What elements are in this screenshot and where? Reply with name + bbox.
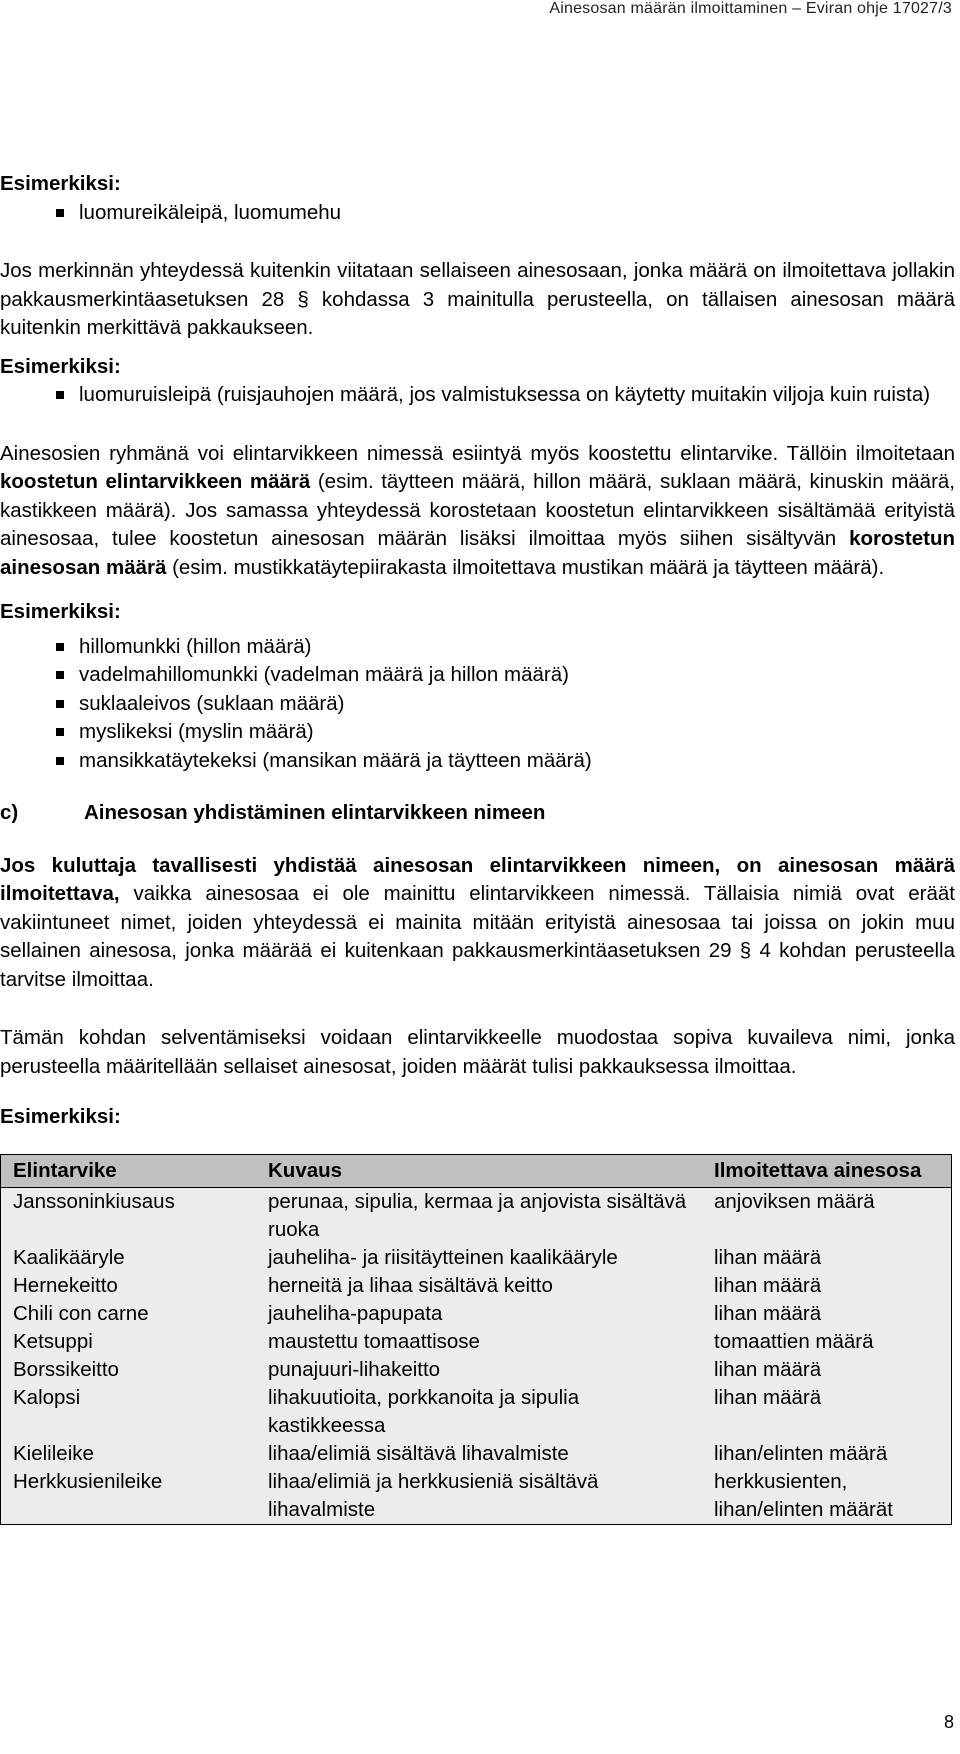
- table-row: [1, 1468, 952, 1525]
- cell-food: Janssoninkiusaus: [1, 1187, 257, 1244]
- list-item: suklaaleivos (suklaan määrä): [0, 690, 955, 719]
- cell-food: Kaalikääryle: [1, 1244, 257, 1272]
- cell-ingredient: lihan määrä: [702, 1244, 952, 1272]
- table-body: [1, 1187, 952, 1524]
- table-row: [1, 1440, 952, 1468]
- cell-food: Kielileike: [1, 1440, 257, 1468]
- table-row: [1, 1244, 952, 1272]
- table-header-row: [1, 1154, 952, 1187]
- cell-description: herneitä ja lihaa sisältävä keitto: [256, 1272, 702, 1300]
- example-label-1: Esimerkiksi:: [0, 172, 121, 195]
- cell-food: Hernekeitto: [1, 1272, 257, 1300]
- paragraph-2-bold-1: koostetun elintarvikkeen määrä: [0, 470, 311, 493]
- section-letter: c): [0, 801, 19, 824]
- cell-ingredient: lihan määrä: [702, 1384, 952, 1440]
- cell-food: Borssikeitto: [1, 1356, 257, 1384]
- section-heading-c: [0, 799, 955, 828]
- example-label-2: Esimerkiksi:: [0, 354, 121, 378]
- column-header-food: Elintarvike: [1, 1154, 257, 1187]
- column-header-description: Kuvaus: [256, 1154, 702, 1187]
- example-list-1: [0, 199, 955, 228]
- ingredient-table: [0, 1154, 952, 1525]
- cell-description: jauheliha- ja riisitäytteinen kaalikääryle: [256, 1244, 702, 1272]
- list-item: myslikeksi (myslin määrä): [0, 718, 955, 747]
- cell-ingredient: lihan määrä: [702, 1356, 952, 1384]
- cell-description: perunaa, sipulia, kermaa ja anjovista sisältävä ruoka: [256, 1187, 702, 1244]
- paragraph-4: Tämän kohdan selventämiseksi voidaan elintarvikkeelle muodostaa sopiva kuvaileva nimi, jonka perusteella määritellään sellaiset ainesosat, joiden määrät tulisi pakkauksessa ilmoittaa.: [0, 1026, 955, 1078]
- paragraph-3-bold: Jos kuluttaja tavallisesti yhdistää ainesosan elintarvikkeen nimeen, on ainesosan määrä ilmoitettava,: [0, 853, 955, 905]
- cell-description: lihaa/elimiä ja herkkusieniä sisältävä lihavalmiste: [256, 1468, 702, 1525]
- cell-ingredient: lihan/elinten määrä: [702, 1440, 952, 1468]
- section-title: Ainesosan yhdistäminen elintarvikkeen nimeen: [84, 801, 546, 824]
- paragraph-2-text-2: (esim. täytteen määrä, hillon määrä, suklaan määrä, kinuskin määrä, kastikkeen määrä). Jos samassa yhteydessä korostetaan koostetun elintarvikkeen sisältämää erityistä ainesosaa, tulee koostetun ainesosan määrän lisäksi ilmoittaa myös siihen sisältyvän: [0, 470, 955, 550]
- list-item: vadelmahillomunkki (vadelman määrä ja hillon määrä): [0, 661, 955, 690]
- paragraph-2: [0, 440, 955, 583]
- list-item: mansikkatäytekeksi (mansikan määrä ja täytteen määrä): [0, 747, 955, 776]
- table-row: [1, 1187, 952, 1244]
- example-list-2: [0, 381, 955, 410]
- paragraph-2-bold-2: korostetun ainesosan määrä: [0, 527, 955, 579]
- cell-description: punajuuri-lihakeitto: [256, 1356, 702, 1384]
- paragraph-2-text-3: (esim. mustikkatäytepiirakasta ilmoitettava mustikan määrä ja täytteen määrä).: [166, 555, 885, 579]
- list-item: hillomunkki (hillon määrä): [0, 633, 955, 662]
- table-row: [1, 1300, 952, 1328]
- list-item: luomureikäleipä, luomumehu: [0, 199, 955, 228]
- cell-food: Ketsuppi: [1, 1328, 257, 1356]
- page-content: [0, 170, 955, 1525]
- cell-ingredient: herkkusienten, lihan/elinten määrät: [702, 1468, 952, 1525]
- cell-food: Herkkusienileike: [1, 1468, 257, 1525]
- example-label-3: Esimerkiksi:: [0, 600, 121, 623]
- table-row: [1, 1356, 952, 1384]
- example-list-3: [0, 633, 955, 776]
- cell-description: maustettu tomaattisose: [256, 1328, 702, 1356]
- example-label-4: Esimerkiksi:: [0, 1105, 121, 1128]
- cell-description: lihaa/elimiä sisältävä lihavalmiste: [256, 1440, 702, 1468]
- cell-description: lihakuutioita, porkkanoita ja sipulia kastikkeessa: [256, 1384, 702, 1440]
- page-number: 8: [943, 1712, 954, 1732]
- table-row: [1, 1272, 952, 1300]
- cell-ingredient: tomaattien määrä: [702, 1328, 952, 1356]
- list-item: luomuruisleipä (ruisjauhojen määrä, jos valmistuksessa on käytetty muitakin viljoja kuin ruista): [0, 381, 955, 410]
- paragraph-3-text: vaikka ainesosaa ei ole mainittu elintarvikkeen nimessä. Tällaisia nimiä ovat eräät vakiintuneet nimet, joiden yhteydessä ei mainita mitään erityistä ainesosaa tai joissa on jokin muu sellainen ainesosa, jonka määrää ei kuitenkaan pakkausmerkintäasetuksen 29 § 4 kohdan perusteella tarvitse ilmoittaa.: [0, 882, 955, 991]
- column-header-ingredient: Ilmoitettava ainesosa: [702, 1154, 952, 1187]
- cell-description: jauheliha-papupata: [256, 1300, 702, 1328]
- paragraph-2-text-1: Ainesosien ryhmänä voi elintarvikkeen nimessä esiintyä myös koostettu elintarvike. Tällöin ilmoitetaan: [0, 441, 955, 465]
- cell-food: Kalopsi: [1, 1384, 257, 1440]
- cell-ingredient: anjoviksen määrä: [702, 1187, 952, 1244]
- cell-ingredient: lihan määrä: [702, 1272, 952, 1300]
- table-row: [1, 1328, 952, 1356]
- table-row: [1, 1384, 952, 1440]
- running-header: Ainesosan määrän ilmoittaminen – Eviran ohje 17027/3: [549, 0, 952, 17]
- paragraph-1: Jos merkinnän yhteydessä kuitenkin viitataan sellaiseen ainesosaan, jonka määrä on ilmoitettava jollakin pakkausmerkintäasetuksen 28 § kohdassa 3 mainitulla perusteella, on tällaisen ainesosan määrä kuitenkin merkittävä pakkaukseen.: [0, 259, 955, 339]
- cell-ingredient: lihan määrä: [702, 1300, 952, 1328]
- paragraph-3: [0, 852, 955, 995]
- cell-food: Chili con carne: [1, 1300, 257, 1328]
